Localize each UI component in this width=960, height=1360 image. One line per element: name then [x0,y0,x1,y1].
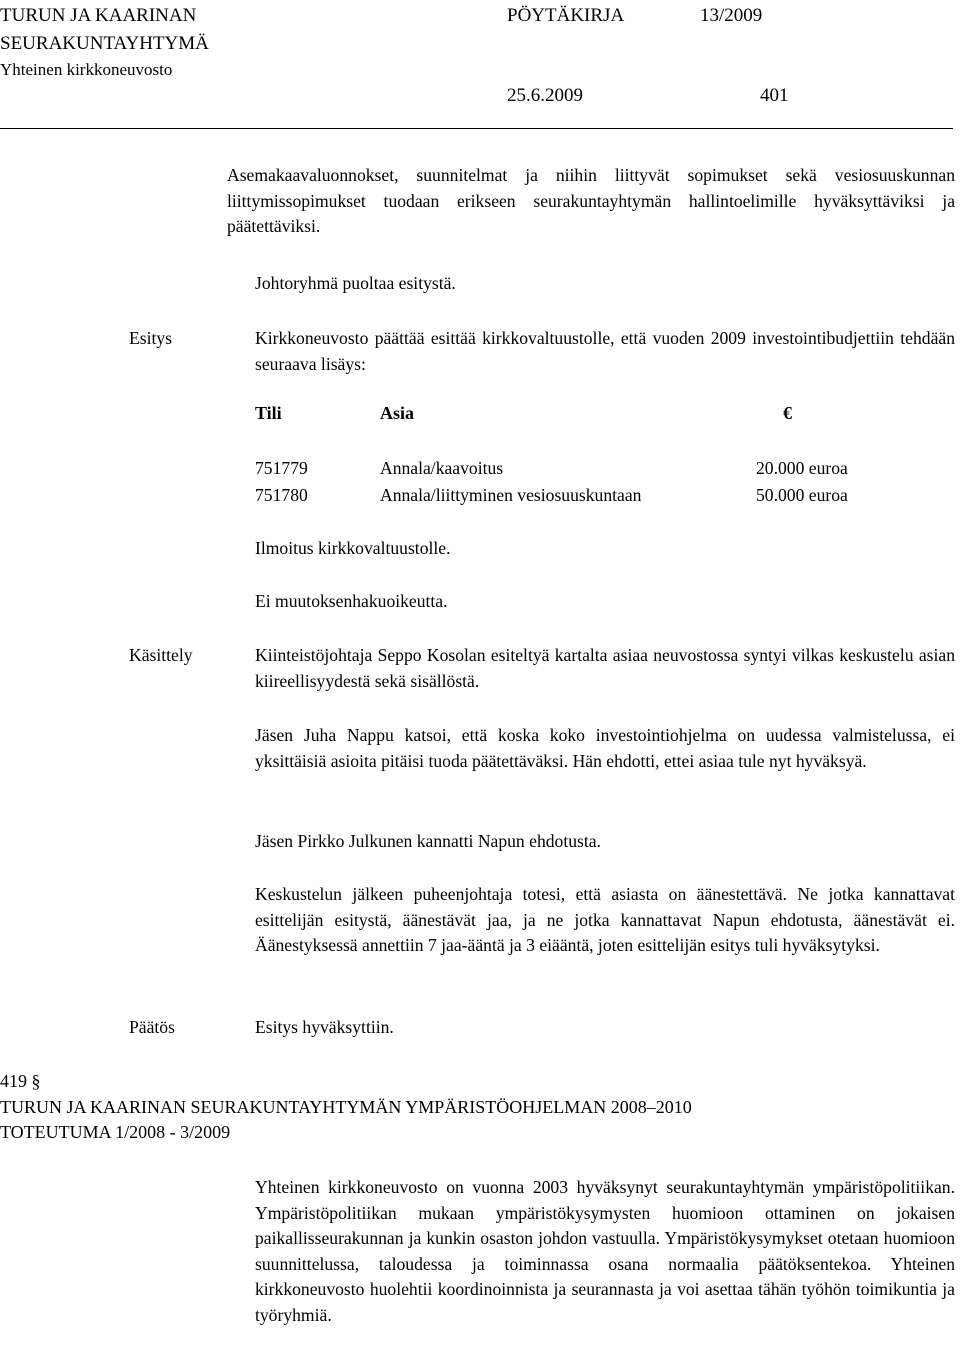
table-header-euro: € [783,403,792,423]
section-title-line1: TURUN JA KAARINAN SEURAKUNTAYHTYMÄN YMPÄRISTÖOHJELMAN 2008–2010 [0,1097,692,1117]
org-name-line3: Yhteinen kirkkoneuvosto [0,60,173,79]
esitys-label: Esitys [129,328,173,348]
org-name-line2: SEURAKUNTAYHTYMÄ [0,33,209,54]
table-header-tili: Tili [255,403,282,423]
section-number: 419 § [0,1071,41,1091]
ei-muutoksenhaku-text: Ei muutoksenhakuoikeutta. [255,591,448,611]
table-cell-tili: 751779 [255,458,308,478]
table-cell-amount: 20.000 euroa [756,458,848,478]
section-paragraph: Yhteinen kirkkoneuvosto on vuonna 2003 hyväksynyt seurakuntayhtymän ympäristöpolitiikan. Ympäristöpolitiikan mukaan ympäristökysymysten huomioon ottaminen on jokaisen paikallisseurakunnan ja kunkin osaston johdon vastuulla. Ympäristökysymykset otetaan huomioon suunnittelussa, taloudessa ja toiminnassa osana normaalia päätöksentekoa. Yhteinen kirkkoneuvosto huolehtii koordinoinnista ja seurannasta ja voi asettaa tähän työhön toimikuntia ja työryhmiä. [255,1177,955,1325]
kasittely-label: Käsittely [129,645,193,665]
doc-number: 13/2009 [700,5,763,26]
paatos-text: Esitys hyväksyttiin. [255,1017,394,1037]
page-number: 401 [760,85,789,106]
doc-type: PÖYTÄKIRJA [507,5,625,26]
table-header-asia: Asia [380,403,415,423]
section-title-line2: TOTEUTUMA 1/2008 - 3/2009 [0,1122,231,1142]
table-cell-amount: 50.000 euroa [756,485,848,505]
esitys-text: Kirkkoneuvosto päättää esittää kirkkovaltuustolle, että vuoden 2009 investointibudjettiin tehdään seuraava lisäys: [255,328,955,374]
paatos-label: Päätös [129,1017,175,1037]
kasittely-paragraph-4: Keskustelun jälkeen puheenjohtaja totesi, että asiasta on äänestettävä. Ne jotka kannattavat esittelijän esitystä, äänestävät jaa, ja ne jotka kannattavat Napun ehdotusta, äänestävät ei. Äänestyksessä annettiin 7 jaa-ääntä ja 3 eiääntä, joten esittelijän esitys tuli hyväksytyksi. [255,884,955,955]
kasittely-paragraph-1: Kiinteistöjohtaja Seppo Kosolan esiteltyä kartalta asiaa neuvostossa syntyi vilkas keskustelu asian kiireellisyydestä sekä sisällöstä. [255,645,955,691]
intro-paragraph: Asemakaavaluonnokset, suunnitelmat ja niihin liittyvät sopimukset sekä vesiosuuskunnan liittymissopimukset tuodaan erikseen seurakuntayhtymän hallintoelimille hyväksyttäviksi ja päätettäviksi. [227,165,955,236]
kasittely-paragraph-3: Jäsen Pirkko Julkunen kannatti Napun ehdotusta. [255,831,601,851]
org-name-line1: TURUN JA KAARINAN [0,5,197,26]
table-cell-asia: Annala/kaavoitus [380,458,504,478]
table-cell-tili: 751780 [255,485,308,505]
header-rule [0,128,953,129]
kasittely-paragraph-2: Jäsen Juha Nappu katsoi, että koska koko investointiohjelma on uudessa valmistelussa, ei yksittäisiä asioita pitäisi tuoda päätettäväksi. Hän ehdotti, ettei asiaa tule nyt hyväksyä. [255,725,955,771]
table-cell-asia: Annala/liittyminen vesiosuuskuntaan [380,485,642,505]
ilmoitus-text: Ilmoitus kirkkovaltuustolle. [255,538,451,558]
doc-date: 25.6.2009 [507,85,583,106]
johtoryhma-statement: Johtoryhmä puoltaa esitystä. [255,273,456,293]
